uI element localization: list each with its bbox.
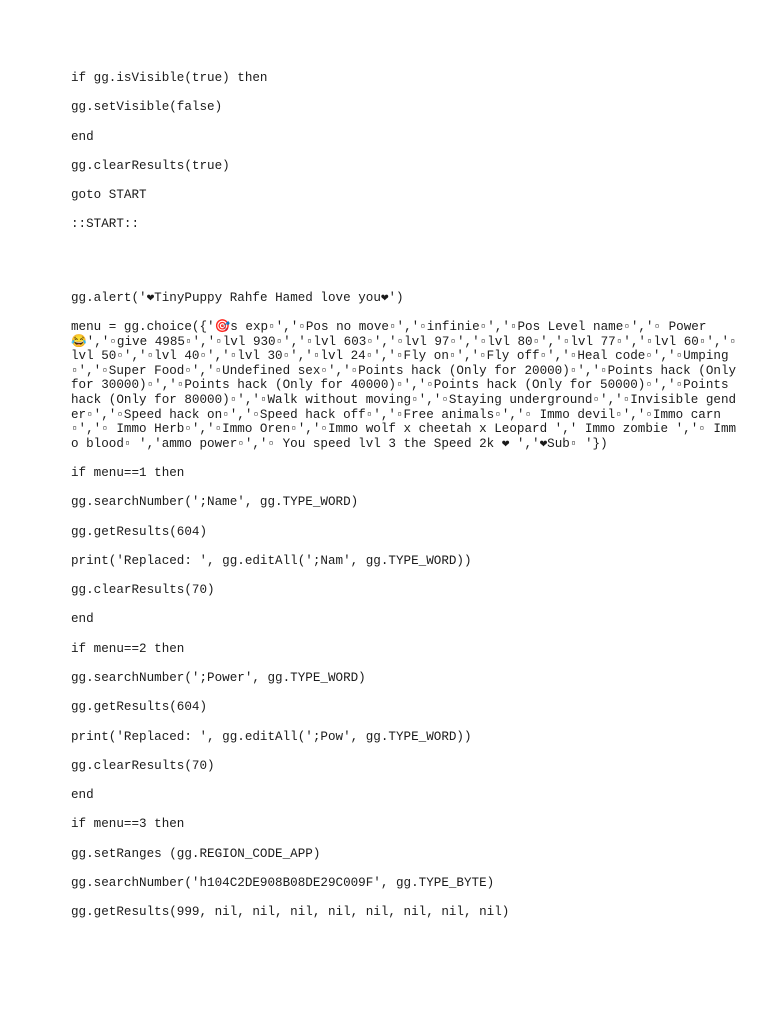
- code-line: if menu==2 then: [71, 641, 185, 656]
- document-page: [71, 71, 744, 934]
- code-line: print('Replaced: ', gg.editAll(';Nam', gg.TYPE_WORD)): [71, 553, 472, 568]
- code-line: print('Replaced: ', gg.editAll(';Pow', gg.TYPE_WORD)): [71, 729, 472, 744]
- code-line: if menu==1 then: [71, 465, 185, 480]
- code-line: gg.searchNumber(';Power', gg.TYPE_WORD): [71, 670, 366, 685]
- code-line: if gg.isVisible(true) then: [71, 71, 268, 85]
- code-line: gg.setVisible(false): [71, 100, 223, 115]
- blank-line: [71, 247, 741, 276]
- code-line: gg.clearResults(70): [71, 758, 215, 773]
- code-line: end: [71, 129, 94, 144]
- code-line: gg.getResults(604): [71, 700, 208, 715]
- code-line: ::START::: [71, 217, 140, 232]
- menu-choice-block: menu = gg.choice({'🎯s exp▫','▫Pos no move▫','▫infinie▫','▫Pos Level name▫','▫ Power 😂','▫give 4985▫','▫lvl 930▫','▫lvl 603▫','▫lvl 97▫','▫lvl 80▫','▫lvl 77▫','▫lvl 60▫','▫lvl 50▫','▫lvl 40▫','▫lvl 30▫','▫lvl 24▫','▫Fly on▫','▫Fly off▫','▫Heal code▫','▫Umping▫','▫Super Food▫','▫Undefined sex▫','▫Points hack (Only for 20000)▫','▫Points hack (Only for 30000)▫','▫Points hack (Only for 40000)▫','▫Points hack (Only for 50000)▫','▫Points hack (Only for 80000)▫','▫Walk without moving▫','▫Staying underground▫','▫Invisible gender▫','▫Speed hack on▫','▫Speed hack off▫','▫Free animals▫','▫ Immo devil▫','▫Immo carn▫','▫ Immo Herb▫','▫Immo Oren▫','▫Immo wolf x cheetah x Leopard ',' Immo zombie ','▫ Immo blood▫ ','ammo power▫','▫ You speed lvl 3 the Speed 2k ❤ ','❤Sub▫ '}): [71, 319, 744, 451]
- code-line: goto START: [71, 188, 147, 203]
- code-line: gg.getResults(999, nil, nil, nil, nil, nil, nil, nil, nil): [71, 905, 510, 920]
- code-line: if menu==3 then: [71, 817, 185, 832]
- code-line: gg.setRanges (gg.REGION_CODE_APP): [71, 846, 321, 861]
- code-line: gg.alert('❤TinyPuppy Rahfe Hamed love you❤'): [71, 290, 404, 305]
- code-line: gg.clearResults(70): [71, 583, 215, 598]
- code-line: gg.clearResults(true): [71, 158, 230, 173]
- code-line: end: [71, 612, 94, 627]
- code-line: gg.getResults(604): [71, 524, 208, 539]
- code-line: end: [71, 788, 94, 803]
- code-line: gg.searchNumber('h104C2DE908B08DE29C009F', gg.TYPE_BYTE): [71, 875, 495, 890]
- code-line: gg.searchNumber(';Name', gg.TYPE_WORD): [71, 495, 359, 510]
